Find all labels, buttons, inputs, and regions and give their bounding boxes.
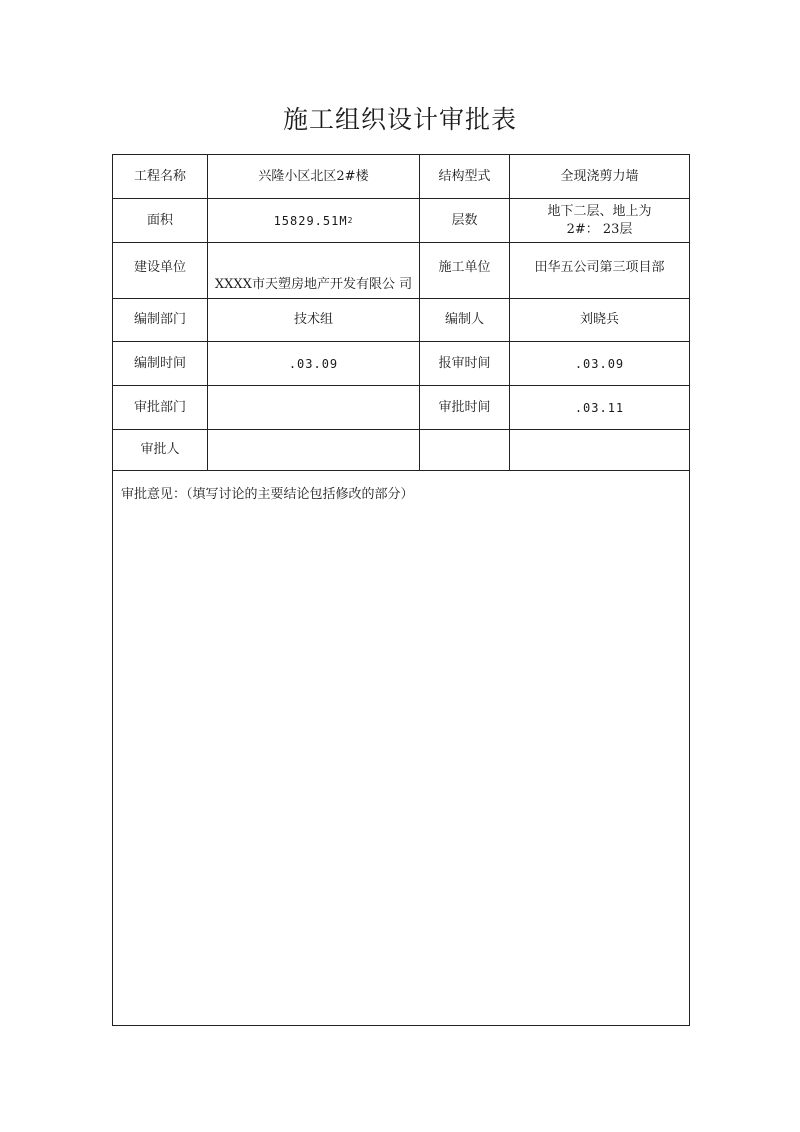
- project-name-label: 工程名称: [133, 168, 186, 184]
- floors-label: 层数: [451, 212, 478, 228]
- preparer-value: 刘晓兵: [579, 312, 619, 327]
- submit-date-label: 报审时间: [438, 355, 491, 371]
- approving-dept-label: 审批部门: [133, 399, 186, 415]
- approver-extra-label: [420, 430, 509, 470]
- approver-value: [208, 430, 419, 470]
- contractor-label: 施工单位: [438, 260, 491, 275]
- prepared-dept-label: 编制部门: [133, 312, 186, 327]
- prepared-date-label: 编制时间: [133, 355, 186, 371]
- preparer-label: 编制人: [444, 312, 484, 327]
- approval-form-table: [112, 154, 690, 1026]
- client-unit-value: XXXX市天塑房地产开发有限公 司: [214, 277, 413, 292]
- floors-value: [510, 199, 689, 242]
- approving-dept-value: [208, 386, 419, 429]
- floors-value-line1: 地下二层、地上为: [547, 203, 652, 219]
- area-label: 面积: [146, 212, 173, 228]
- contractor-value: 田华五公司第三项目部: [534, 260, 665, 275]
- approval-opinion-label: 审批意见：（填写讨论的主要结论包括修改的部分）: [121, 487, 414, 502]
- approver-extra-value: [510, 430, 689, 470]
- project-name-value: 兴隆小区北区2#楼: [258, 168, 369, 184]
- client-unit-label: 建设单位: [133, 260, 186, 275]
- floors-value-line2: 2#： 23层: [566, 221, 633, 237]
- prepared-date-value: .03.09: [288, 356, 339, 371]
- form-title: 施工组织设计审批表: [282, 105, 517, 134]
- approval-date-label: 审批时间: [438, 399, 491, 415]
- area-value: 15829.51M 2: [273, 213, 354, 228]
- area-value-number: 15829.51M: [273, 213, 348, 228]
- approval-date-value: .03.11: [574, 400, 625, 415]
- structure-type-value: 全现浇剪力墙: [560, 168, 639, 184]
- prepared-dept-value: 技术组: [293, 312, 333, 327]
- structure-type-label: 结构型式: [438, 168, 491, 184]
- submit-date-value: .03.09: [574, 356, 625, 371]
- approver-label: 审批人: [140, 442, 180, 457]
- table-grid-line: [113, 470, 689, 471]
